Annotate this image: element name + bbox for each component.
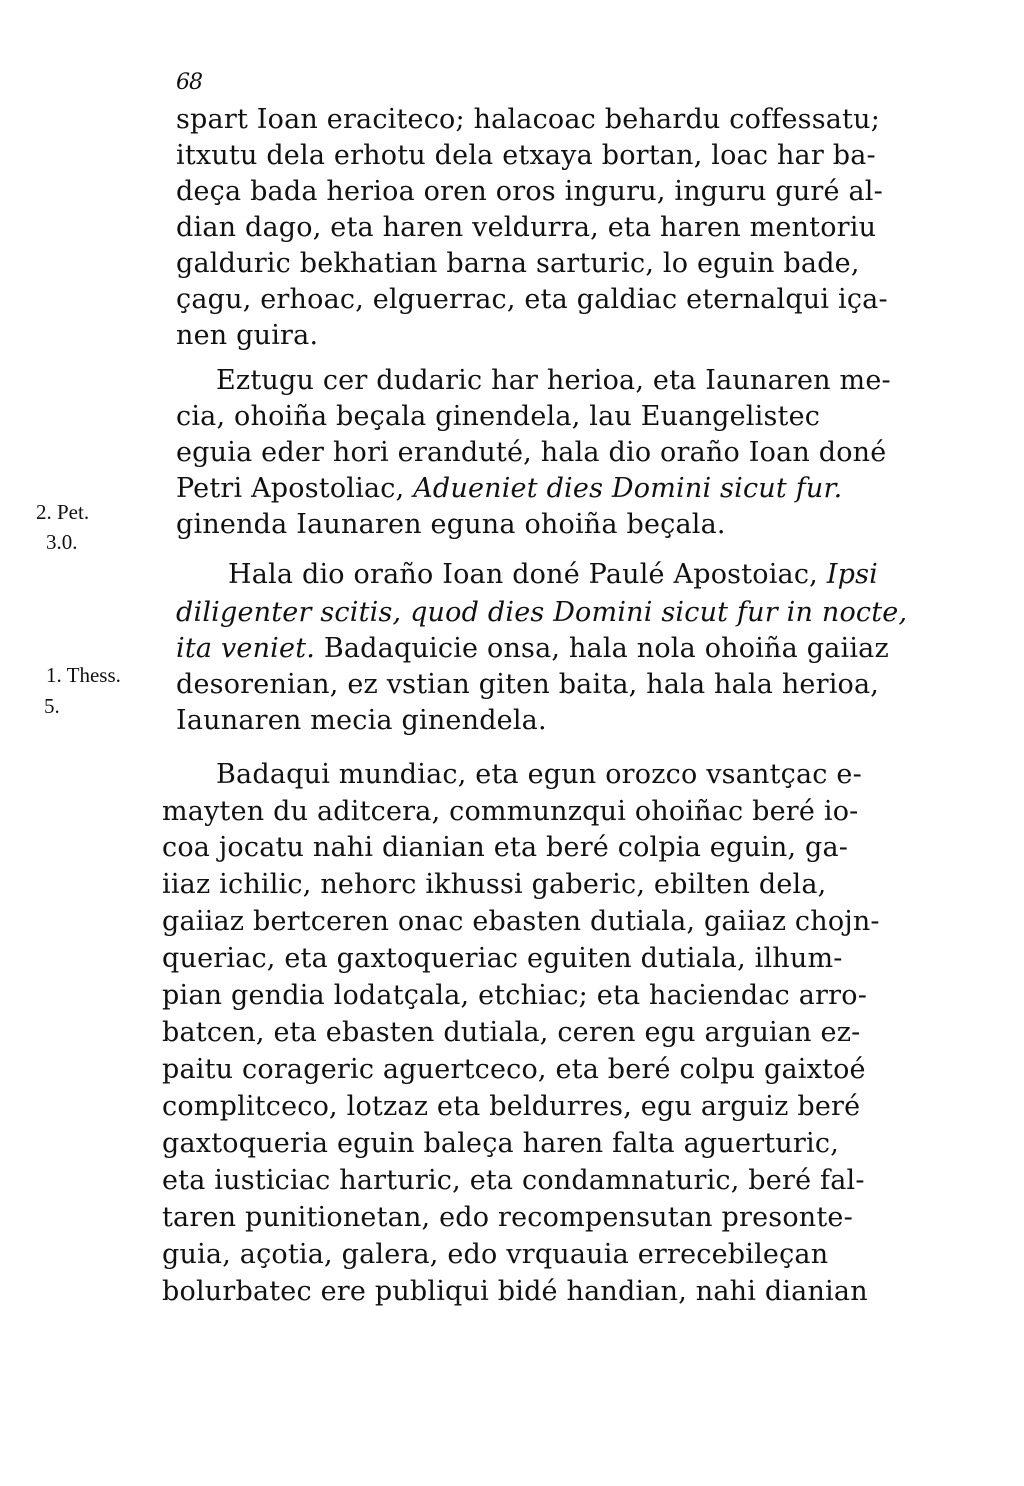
text-line: batcen, eta ebasten dutiala, ceren egu arguian ez- [162, 1017, 861, 1048]
text-line: guia, açotia, galera, edo vrquauia errecebileçan [162, 1239, 829, 1270]
text-line: Petri Apostoliac, Adueniet dies Domini sicut fur. [176, 473, 843, 504]
text-line: Eztugu cer dudaric har herioa, eta Iaunaren me- [216, 365, 891, 396]
text-line: bolurbatec ere publiqui bidé handian, nahi dianian [162, 1276, 868, 1307]
text-line: queriac, eta gaxtoqueriac eguiten dutiala, ilhum- [162, 943, 843, 974]
text-line: coa jocatu nahi dianian eta beré colpia eguin, ga- [162, 832, 849, 863]
text-line: pian gendia lodatçala, etchiac; eta haciendac arro- [162, 980, 868, 1011]
text-line: diligenter scitis, quod dies Domini sicut fur in nocte, [176, 597, 908, 628]
margin-reference: 2. Pet. [36, 500, 90, 524]
text-line: spart Ioan eraciteco; halacoac behardu coffessatu; [176, 104, 880, 135]
text-line: mayten du aditcera, communzqui ohoiñac beré io- [162, 796, 859, 827]
text-line: eta iusticiac harturic, eta condamnaturic, beré fal- [162, 1165, 865, 1196]
page-number: 68 [176, 70, 202, 95]
text-line: deça bada herioa oren oros inguru, inguru guré al- [176, 176, 883, 207]
text-line: ginenda Iaunaren eguna ohoiña beçala. [176, 509, 726, 540]
text-line: desorenian, ez vstian giten baita, hala hala herioa, [176, 669, 880, 700]
text-line: galduric bekhatian barna sarturic, lo eguin bade, [176, 248, 860, 279]
text-line: nen guira. [176, 320, 319, 351]
margin-reference: 3.0. [46, 530, 78, 554]
text-line: gaiiaz bertceren onac ebasten dutiala, gaiiaz chojn- [162, 906, 880, 937]
text-line: itxutu dela erhotu dela etxaya bortan, loac har ba- [176, 140, 876, 171]
text-line: ita veniet. Badaquicie onsa, hala nola ohoiña gaiiaz [176, 633, 889, 664]
text-line: Iaunaren mecia ginendela. [176, 705, 547, 736]
text-line: çagu, erhoac, elguerrac, eta galdiac eternalqui iça- [176, 284, 888, 315]
text-line: paitu corageric aguertceco, eta beré colpu gaixtoé [162, 1054, 866, 1085]
text-line: eguia eder hori eranduté, hala dio oraño Ioan doné [176, 437, 887, 468]
text-line: cia, ohoiña beçala ginendela, lau Euangelistec [176, 401, 821, 432]
margin-reference: 5. [44, 694, 60, 718]
text-line: iiaz ichilic, nehorc ikhussi gaberic, ebilten dela, [162, 869, 827, 900]
text-line: complitceco, lotzaz eta beldurres, egu arguiz beré [162, 1091, 861, 1122]
text-line: taren punitionetan, edo recompensutan presonte- [162, 1202, 853, 1233]
text-line: dian dago, eta haren veldurra, eta haren mentoriu [176, 212, 877, 243]
text-line: Hala dio oraño Ioan doné Paulé Apostoiac, Ipsi [228, 559, 878, 590]
text-line: Badaqui mundiac, eta egun orozco vsantçac e- [216, 759, 862, 790]
text-line: gaxtoqueria eguin baleça haren falta aguerturic, [162, 1128, 839, 1159]
margin-reference: 1. Thess. [46, 663, 121, 687]
